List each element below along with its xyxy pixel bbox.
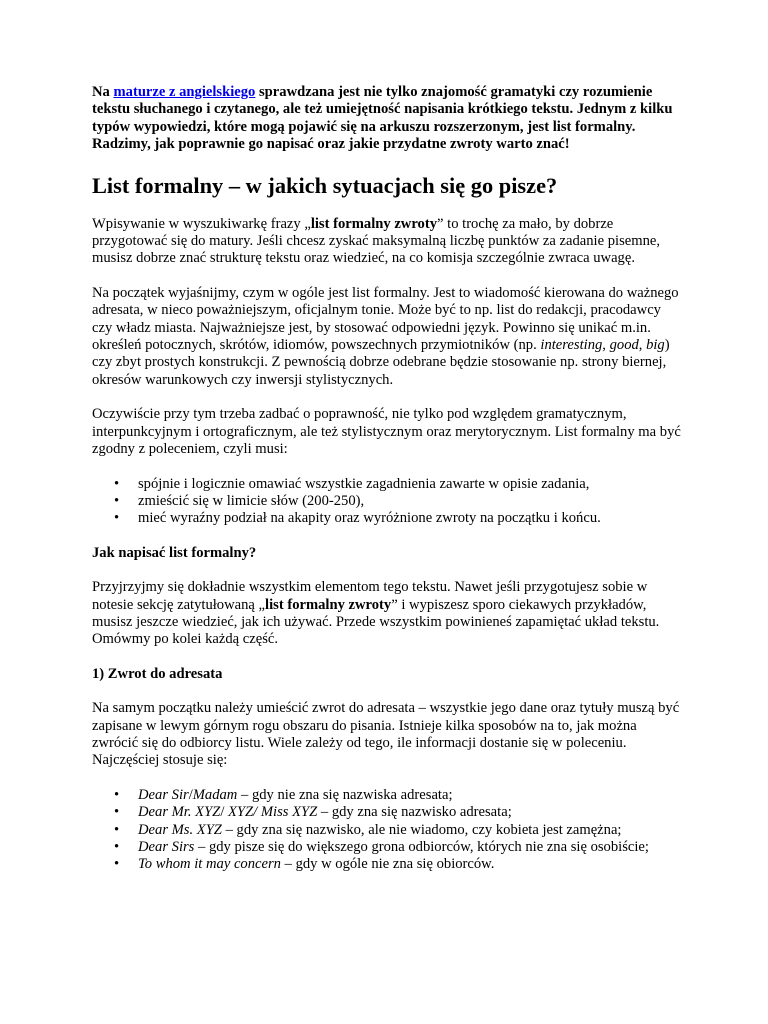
p2-italic-big: big (646, 337, 665, 354)
requirements-list (92, 476, 682, 528)
greeting-description: – gdy w ogóle nie zna się obiorców. (280, 856, 495, 873)
list-item (138, 856, 682, 873)
list-item (138, 787, 682, 804)
p2-text-b: ) czy zbyt prostych konstrukcji. Z pewnością dobrze odebrane będzie stosowanie np. strony biernej, okresów warunkowych czy inwersji stylistycznych. (92, 337, 670, 388)
greeting-italic: Dear Ms. XYZ (138, 821, 222, 838)
greeting-description: – gdy zna się nazwisko adresata; (317, 804, 512, 821)
list-item: • zmieścić się w limicie słów (200-250), (138, 493, 682, 510)
paragraph-2 (92, 285, 682, 389)
greeting-italic: Dear Sir (138, 786, 189, 803)
greeting-italic: Dear Mr. XYZ (138, 804, 221, 821)
greeting-italic: Dear Sirs (138, 839, 195, 855)
greeting-italic-2: XYZ/ Miss XYZ (228, 804, 318, 821)
p2-sep-2: , (638, 337, 647, 354)
paragraph-5: Na samym początku należy umieścić zwrot do adresata – wszystkie jego dane oraz tytuły muszą być zapisane w lewym górnym rogu obszaru do pisania. Istnieje kilka sposobów na to, jak można zwrócić się do odbiorcy listu. Wiele zależy od tego, ile informacji dostanie się w poleceniu. Najczęściej stosuje się: (92, 700, 680, 769)
p4-text-a: Przyjrzyjmy się dokładnie wszystkim elementom tego tekstu. Nawet jeśli przygotujesz sobie w notesie sekcję zatytułowaną „ (92, 579, 648, 613)
p2-italic-good: good (609, 337, 639, 354)
paragraph-4 (92, 579, 682, 649)
paragraph-1 (92, 216, 682, 268)
p1-bold-phrase: list formalny zwroty (310, 215, 438, 232)
list-item (138, 822, 682, 839)
greeting-italic-2: Madam (192, 786, 238, 803)
greetings-list (92, 787, 682, 874)
paragraph-3: Oczywiście przy tym trzeba zadbać o poprawność, nie tylko pod względem gramatycznym, interpunkcyjnym i ortograficznym, ale też stylistycznym oraz merytorycznym. List formalny ma być zgodny z poleceniem, czyli musi: (92, 406, 681, 458)
greeting-sep: / (220, 804, 229, 821)
list-item (138, 804, 682, 821)
p1-text-a: Wpisywanie w wyszukiwarkę frazy „ (92, 215, 311, 232)
section-heading: List formalny – w jakich sytuacjach się go pisze? (92, 172, 558, 198)
intro-prefix: Na (92, 84, 114, 100)
greeting-sep: / (188, 786, 193, 803)
subheading-addressee: 1) Zwrot do adresata (92, 665, 223, 682)
p1-text-b: ” to trochę za mało, by dobrze przygotować się do matury. Jeśli chcesz zyskać maksymalną liczbę punktów za zadanie pisemne, musisz dobrze znać strukturę tekstu oraz wiedzieć, na co komisja szczególnie zwraca uwagę. (92, 215, 661, 267)
greeting-italic: To whom it may concern (138, 856, 281, 873)
list-item: • mieć wyraźny podział na akapity oraz wyróżnione zwroty na początku i końcu. (138, 510, 682, 527)
p2-sep-1: , (602, 337, 610, 354)
intro-paragraph (92, 84, 682, 154)
p2-italic-interesting: interesting (540, 337, 603, 354)
greeting-description: – gdy nie zna się nazwiska adresata; (237, 786, 453, 803)
p4-bold-phrase: list formalny zwroty (265, 596, 392, 613)
document-page (92, 84, 682, 874)
p2-text-a: Na początek wyjaśnijmy, czym w ogóle jest list formalny. Jest to wiadomość kierowana do ważnego adresata, w nieco poważniejszym, oficjalnym tonie. Może być to np. list do redakcji, pracodawcy czy władz miasta. Najważniejsze jest, by stosować odpowiedni język. Powinno się unikać m.in. określeń potocznych, skrótów, idiomów, powszechnych przymiotników (np. (92, 284, 679, 354)
list-item: • spójnie i logicznie omawiać wszystkie zagadnienia zawarte w opisie zadania, (138, 476, 682, 493)
greeting-description: – gdy zna się nazwisko, ale nie wiadomo, czy kobieta jest zamężna; (221, 821, 622, 838)
matura-link[interactable]: maturze z angielskiego (113, 84, 256, 100)
intro-suffix: sprawdzana jest nie tylko znajomość gramatyki czy rozumienie tekstu słuchanego i czytanego, ale też umiejętność napisania krótkiego tekstu. Jednym z kilku typów wypowiedzi, które mogą pojawić się na arkuszu rozszerzonym, jest list formalny. Radzimy, jak poprawnie go napisać oraz jakie przydatne zwroty warto znać! (92, 84, 673, 153)
list-item (138, 839, 682, 856)
greeting-description: – gdy pisze się do większego grona odbiorców, których nie zna się osobiście; (194, 839, 649, 855)
subheading-how-to-write: Jak napisać list formalny? (92, 544, 257, 561)
p4-text-b: ” i wypiszesz sporo ciekawych przykładów, musisz jeszcze wiedzieć, jak ich używać. Przede wszystkim powinieneś zapamiętać układ tekstu. Omówmy po kolei każdą część. (92, 596, 660, 648)
